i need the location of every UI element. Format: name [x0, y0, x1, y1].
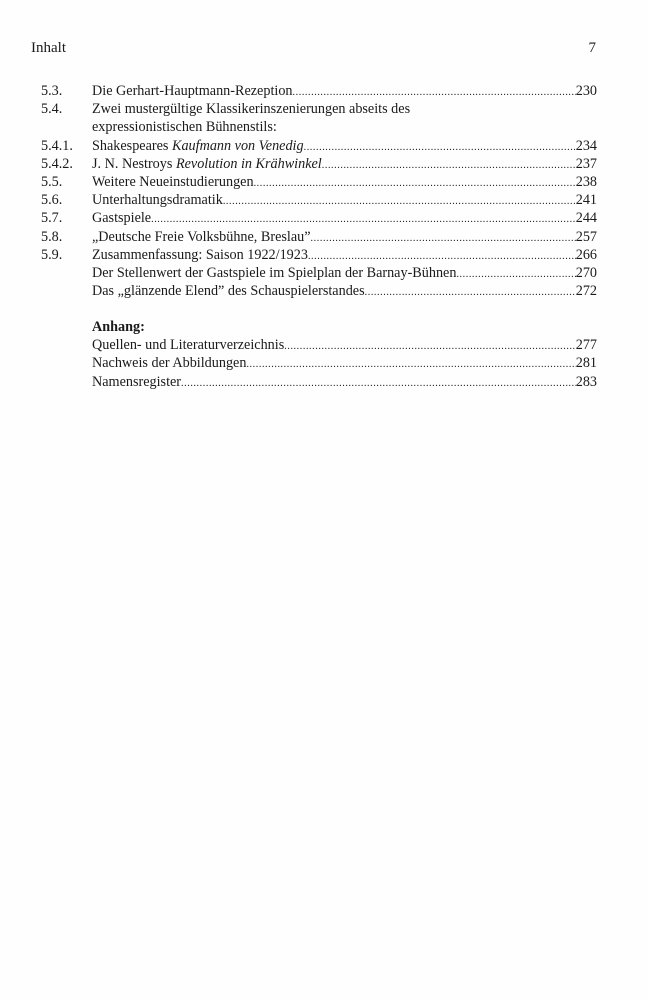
- running-head-page-number: 7: [588, 40, 596, 56]
- toc-entry-number: 5.4.2.: [41, 155, 73, 172]
- toc-entry-number: 5.3.: [41, 83, 63, 99]
- toc-entry-title-work: Kaufmann von Venedig: [171, 137, 304, 154]
- toc-entry: [41, 282, 597, 300]
- toc-entry-body: [92, 118, 597, 136]
- toc-entry-title: Zwei mustergültige Klassikerinszenierungen abseits des: [92, 101, 411, 118]
- toc-entry-body: [92, 155, 597, 175]
- toc-entry-title: Nachweis der Abbildungen: [92, 355, 247, 372]
- toc-entry-page: 272: [575, 283, 597, 300]
- toc-entry-body: [92, 209, 597, 229]
- toc-entry-page: 283: [575, 373, 597, 390]
- toc-entry-number: 5.9.: [41, 246, 63, 263]
- appendix-entry: [41, 354, 597, 372]
- toc-entry-title-prefix: J. N. Nestroys: [92, 155, 176, 172]
- running-head: [31, 39, 596, 57]
- toc-entry-number: 5.6.: [41, 192, 63, 209]
- toc-entry-page: 230: [575, 83, 597, 99]
- toc-entry-body: [92, 191, 597, 211]
- toc-entry-page: 237: [575, 155, 597, 172]
- toc-entry-body: [92, 173, 597, 193]
- toc-entry-number: 5.8.: [41, 228, 63, 245]
- toc-entry: [41, 264, 597, 282]
- toc-entry-title: „Deutsche Freie Volksbühne, Breslau”: [92, 228, 311, 245]
- table-of-contents: [41, 82, 597, 391]
- toc-entry-body: [92, 336, 597, 356]
- toc-entry-title: [92, 137, 304, 155]
- toc-entry: [41, 100, 597, 118]
- toc-entry-page: 238: [575, 173, 597, 190]
- toc-entry-title-prefix: Shakespeares: [92, 137, 172, 154]
- toc-entry: [41, 228, 597, 246]
- toc-entry: [41, 82, 597, 100]
- toc-entry-number: 5.7.: [41, 210, 63, 227]
- toc-entry-body: [92, 264, 597, 284]
- toc-entry-number: 5.4.1.: [41, 137, 73, 154]
- toc-entry-title: Unterhaltungsdramatik: [92, 192, 223, 209]
- toc-entry-page: 244: [575, 210, 597, 227]
- toc-entry: [41, 173, 597, 191]
- toc-entry-title: [92, 155, 322, 173]
- running-head-section: Inhalt: [31, 40, 66, 56]
- toc-entry-title: Quellen- und Literaturverzeichnis: [92, 337, 285, 354]
- toc-entry-body: [92, 354, 597, 374]
- dot-leader: [181, 375, 576, 393]
- toc-entry-title: expressionistischen Bühnenstils:: [92, 119, 277, 136]
- dot-leader: [365, 284, 576, 302]
- toc-entry-title: Zusammenfassung: Saison 1922/1923: [92, 246, 308, 263]
- toc-entry: [41, 246, 597, 264]
- toc-entry-number: 5.4.: [41, 101, 63, 118]
- toc-entry-body: [92, 246, 597, 266]
- toc-entry-body: [92, 100, 597, 118]
- appendix-entry: [41, 336, 597, 354]
- toc-entry-body: [92, 373, 597, 393]
- toc-entry-title: Das „glänzende Elend” des Schauspielerstandes: [92, 283, 365, 300]
- toc-entry-title: Gastspiele: [92, 210, 152, 227]
- toc-entry: [41, 155, 597, 173]
- toc-entry-page: 270: [575, 264, 597, 281]
- toc-entry-title: Der Stellenwert der Gastspiele im Spielplan der Barnay-Bühnen: [92, 264, 457, 281]
- toc-entry-body: [92, 228, 597, 248]
- appendix-heading: Anhang:: [92, 319, 145, 336]
- toc-entry-continuation: [41, 118, 597, 136]
- toc-entry-body: [92, 137, 597, 157]
- section-gap: [41, 300, 597, 318]
- toc-entry-body: [92, 82, 597, 102]
- toc-entry-page: 234: [575, 137, 597, 154]
- toc-entry-page: 257: [575, 228, 597, 245]
- toc-entry-page: 241: [575, 192, 597, 209]
- appendix-entry: [41, 373, 597, 391]
- toc-entry-title-work: Revolution in Krähwinkel: [175, 155, 322, 172]
- toc-entry-body: [92, 282, 597, 302]
- toc-entry: [41, 191, 597, 209]
- toc-entry-title: Namensregister: [92, 373, 182, 390]
- toc-entry-number: 5.5.: [41, 173, 63, 190]
- toc-entry: [41, 209, 597, 227]
- toc-entry: [41, 137, 597, 155]
- toc-entry-page: 266: [575, 246, 597, 263]
- toc-entry-title: Weitere Neueinstudierungen: [92, 173, 254, 190]
- toc-entry-page: 281: [575, 355, 597, 372]
- toc-entry-page: 277: [575, 337, 597, 354]
- toc-entry-title: Die Gerhart-Hauptmann-Rezeption: [92, 83, 293, 99]
